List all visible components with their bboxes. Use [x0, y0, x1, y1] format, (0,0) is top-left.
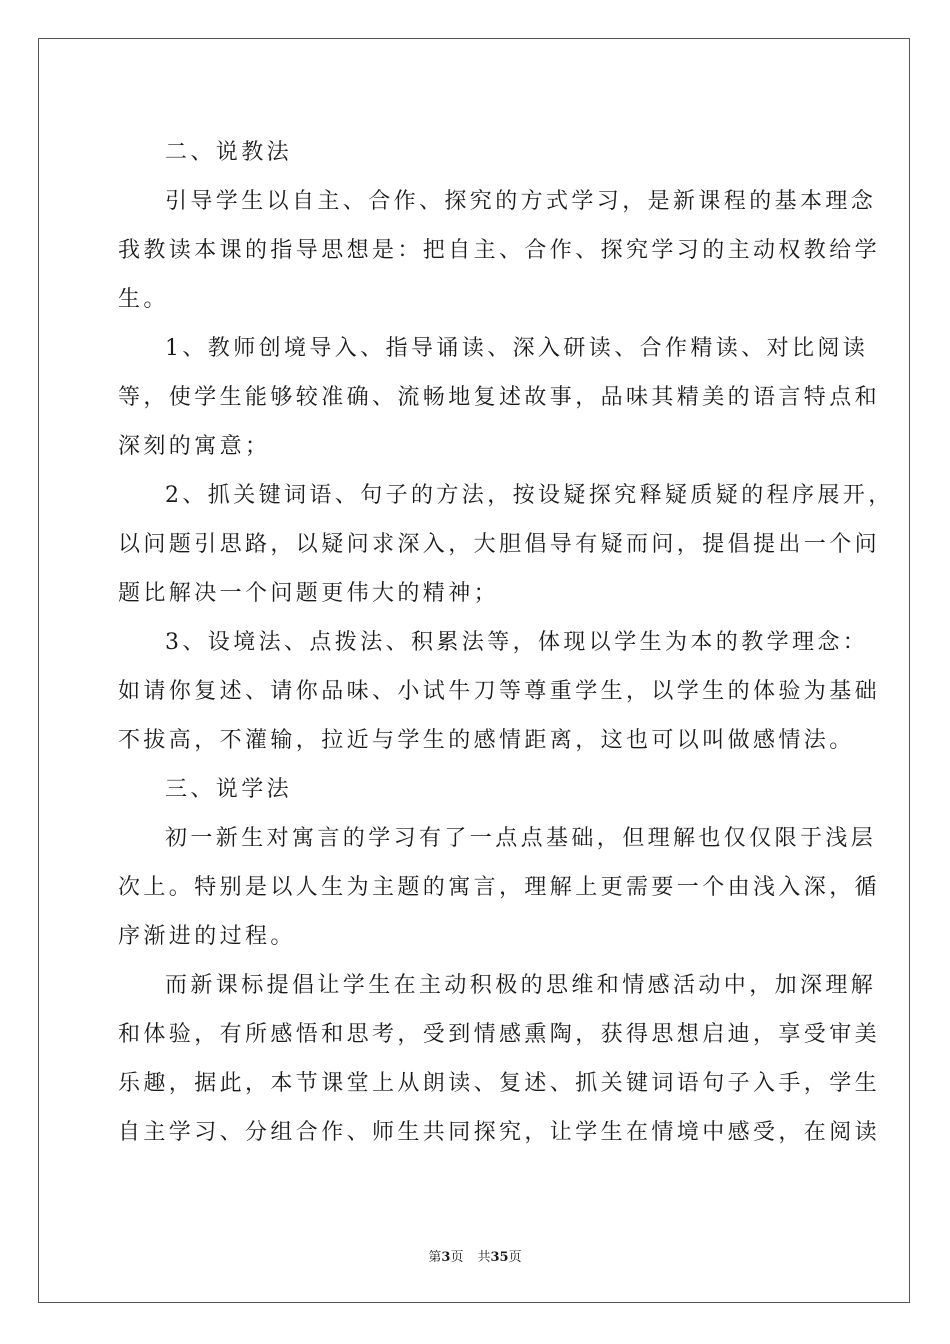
paragraph-line: 1、教师创境导入、指导诵读、深入研读、合作精读、对比阅读 — [165, 336, 869, 361]
footer-page-suffix: 页 — [450, 1250, 464, 1265]
paragraph-line: 我教读本课的指导思想是：把自主、合作、探究学习的主动权教给学 — [118, 238, 881, 263]
paragraph-line: 自主学习、分组合作、师生共同探究，让学生在情境中感受，在阅读 — [118, 1120, 881, 1145]
footer-total-prefix: 共 — [477, 1250, 491, 1265]
paragraph-line: 引导学生以自主、合作、探究的方式学习，是新课程的基本理念 — [165, 189, 877, 214]
paragraph-line: 如请你复述、请你品味、小试牛刀等尊重学生，以学生的体验为基础 — [118, 679, 881, 704]
paragraph-line: 2、抓关键词语、句子的方法，按设疑探究释疑质疑的程序展开， — [165, 483, 894, 508]
paragraph-line: 初一新生对寓言的学习有了一点点基础，但理解也仅仅限于浅层 — [165, 826, 877, 851]
paragraph-line: 乐趣，据此，本节课堂上从朗读、复述、抓关键词语句子入手，学生 — [118, 1071, 881, 1096]
document-body — [118, 128, 894, 1157]
paragraph-line: 不拔高，不灌输，拉近与学生的感情距离，这也可以叫做感情法。 — [118, 728, 855, 753]
footer-total-suffix: 页 — [508, 1250, 522, 1265]
paragraph-line: 序渐进的过程。 — [118, 924, 296, 949]
paragraph-line: 而新课标提倡让学生在主动积极的思维和情感活动中，加深理解 — [165, 973, 877, 998]
paragraph-line: 次上。特别是以人生为主题的寓言，理解上更需要一个由浅入深，循 — [118, 875, 881, 900]
footer-total-pages: 35 — [490, 1250, 509, 1265]
footer-page-number: 3 — [441, 1250, 451, 1265]
paragraph-line: 等，使学生能够较准确、流畅地复述故事，品味其精美的语言特点和 — [118, 385, 881, 410]
paragraph-line: 3、设境法、点拨法、积累法等，体现以学生为本的教学理念： — [165, 630, 869, 655]
paragraph-line: 以问题引思路，以疑问求深入，大胆倡导有疑而问，提倡提出一个问 — [118, 532, 881, 557]
paragraph-line: 深刻的寓意； — [118, 434, 271, 459]
section-heading-learning-method: 三、说学法 — [165, 777, 293, 802]
page-footer — [0, 1246, 950, 1265]
paragraph-line: 生。 — [118, 287, 169, 312]
paragraph-line: 题比解决一个问题更伟大的精神； — [118, 581, 500, 606]
paragraph-line: 和体验，有所感悟和思考，受到情感熏陶，获得思想启迪，享受审美 — [118, 1022, 881, 1047]
footer-page-prefix: 第 — [428, 1250, 442, 1265]
section-heading-teaching-method: 二、说教法 — [165, 140, 293, 165]
